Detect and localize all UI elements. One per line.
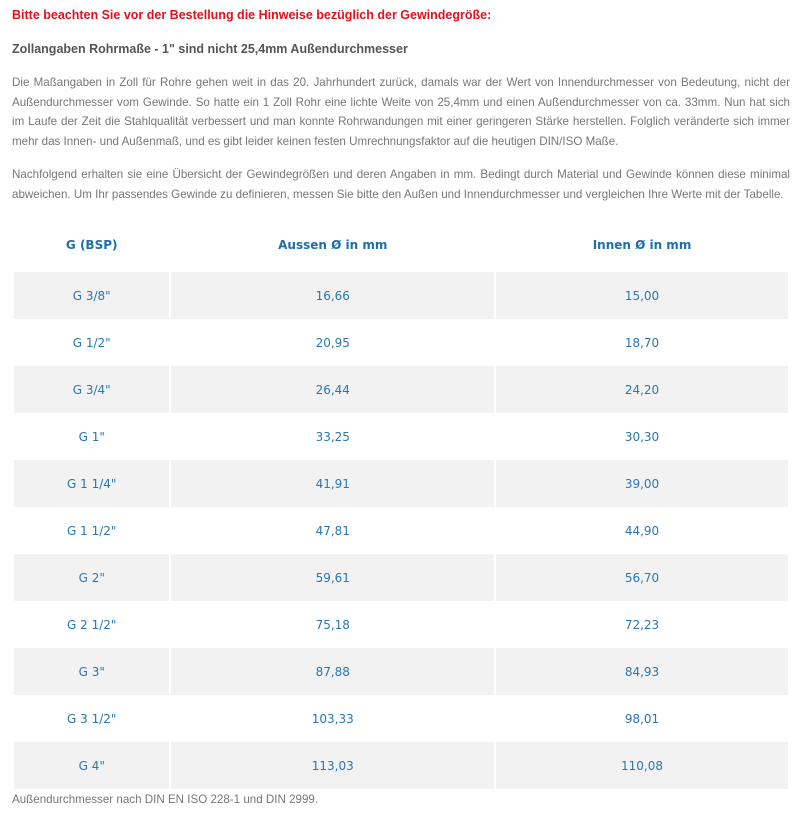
inner-diameter-cell: 98,01	[624, 711, 660, 726]
inner-diameter-cell: 18,70	[624, 335, 660, 350]
outer-diameter-cell: 113,03	[171, 742, 494, 789]
thread-size-table	[12, 218, 790, 789]
table-row	[14, 695, 788, 742]
thread-size-cell: G 1/2"	[72, 335, 111, 350]
subtitle: Zollangaben Rohrmaße - 1" sind nicht 25,4mm Außendurchmesser	[12, 42, 408, 56]
table-row	[14, 601, 788, 648]
outer-diameter-cell: 33,25	[315, 429, 350, 444]
outer-diameter-cell: 16,66	[171, 272, 494, 319]
table-header-row	[14, 218, 788, 272]
thread-size-cell: G 1 1/4"	[14, 460, 169, 507]
thread-size-cell: G 1"	[78, 429, 105, 444]
outer-diameter-cell: 41,91	[171, 460, 494, 507]
table-row	[14, 319, 788, 366]
footnote: Außendurchmesser nach DIN EN ISO 228-1 und DIN 2999.	[12, 793, 319, 806]
inner-diameter-cell: 84,93	[496, 648, 788, 695]
table-row	[14, 507, 788, 554]
header-inner-diameter: Innen Ø in mm	[592, 238, 692, 252]
table-row	[14, 554, 788, 601]
thread-size-cell: G 2 1/2"	[67, 617, 117, 632]
inner-diameter-cell: 24,20	[496, 366, 788, 413]
outer-diameter-cell: 59,61	[171, 554, 494, 601]
inner-diameter-cell: 56,70	[496, 554, 788, 601]
thread-size-cell: G 1 1/2"	[67, 523, 117, 538]
inner-diameter-cell: 39,00	[496, 460, 788, 507]
header-thread: G (BSP)	[65, 238, 118, 252]
table-row	[14, 460, 788, 507]
thread-size-cell: G 4"	[14, 742, 169, 789]
outer-diameter-cell: 20,95	[315, 335, 350, 350]
thread-size-cell: G 3 1/2"	[67, 711, 117, 726]
inner-diameter-cell: 110,08	[496, 742, 788, 789]
table-row	[14, 648, 788, 695]
outer-diameter-cell: 87,88	[171, 648, 494, 695]
inner-diameter-cell: 30,30	[624, 429, 660, 444]
table-row	[14, 742, 788, 789]
inner-diameter-cell: 72,23	[624, 617, 660, 632]
outer-diameter-cell: 75,18	[315, 617, 350, 632]
table-row	[14, 272, 788, 319]
thread-size-cell: G 3/4"	[14, 366, 169, 413]
outer-diameter-cell: 47,81	[315, 523, 350, 538]
outer-diameter-cell: 26,44	[171, 366, 494, 413]
thread-size-cell: G 3"	[14, 648, 169, 695]
paragraph-history: Die Maßangaben in Zoll für Rohre gehen weit in das 20. Jahrhundert zurück, damals war der Wert von Innendurchmesser von Bedeutung, nicht der Außendurchmesser vom Gewinde. So hatte ein 1 Zoll Rohr eine lichte Weite von 25,4mm und einen Außendurchmesser von ca. 33mm. Nun hat sich im Laufe der Zeit die Stahlqualität verbessert und man konnte Rohrwandungen mit einer geringeren Stärke herstellen. Folglich veränderte sich immer mehr das Innen- und Außenmaß, und es gibt leider keinen festen Umrechnungsfaktor auf die heutigen DIN/ISO Maße.	[12, 76, 790, 148]
table-row	[14, 413, 788, 460]
warning-heading: Bitte beachten Sie vor der Bestellung die Hinweise bezüglich der Gewindegröße:	[12, 8, 492, 22]
thread-size-cell: G 2"	[14, 554, 169, 601]
header-outer-diameter: Aussen Ø in mm	[278, 238, 388, 252]
paragraph-instructions: Nachfolgend erhalten sie eine Übersicht der Gewindegrößen und deren Angaben in mm. Bedingt durch Material und Gewinde können diese minimal abweichen. Um Ihr passendes Gewinde zu definieren, messen Sie bitte den Außen und Innendurchmesser und vergleichen Ihre Werte mit der Tabelle.	[12, 168, 790, 201]
table-row	[14, 366, 788, 413]
inner-diameter-cell: 15,00	[496, 272, 788, 319]
thread-size-cell: G 3/8"	[14, 272, 169, 319]
outer-diameter-cell: 103,33	[311, 711, 354, 726]
inner-diameter-cell: 44,90	[624, 523, 660, 538]
